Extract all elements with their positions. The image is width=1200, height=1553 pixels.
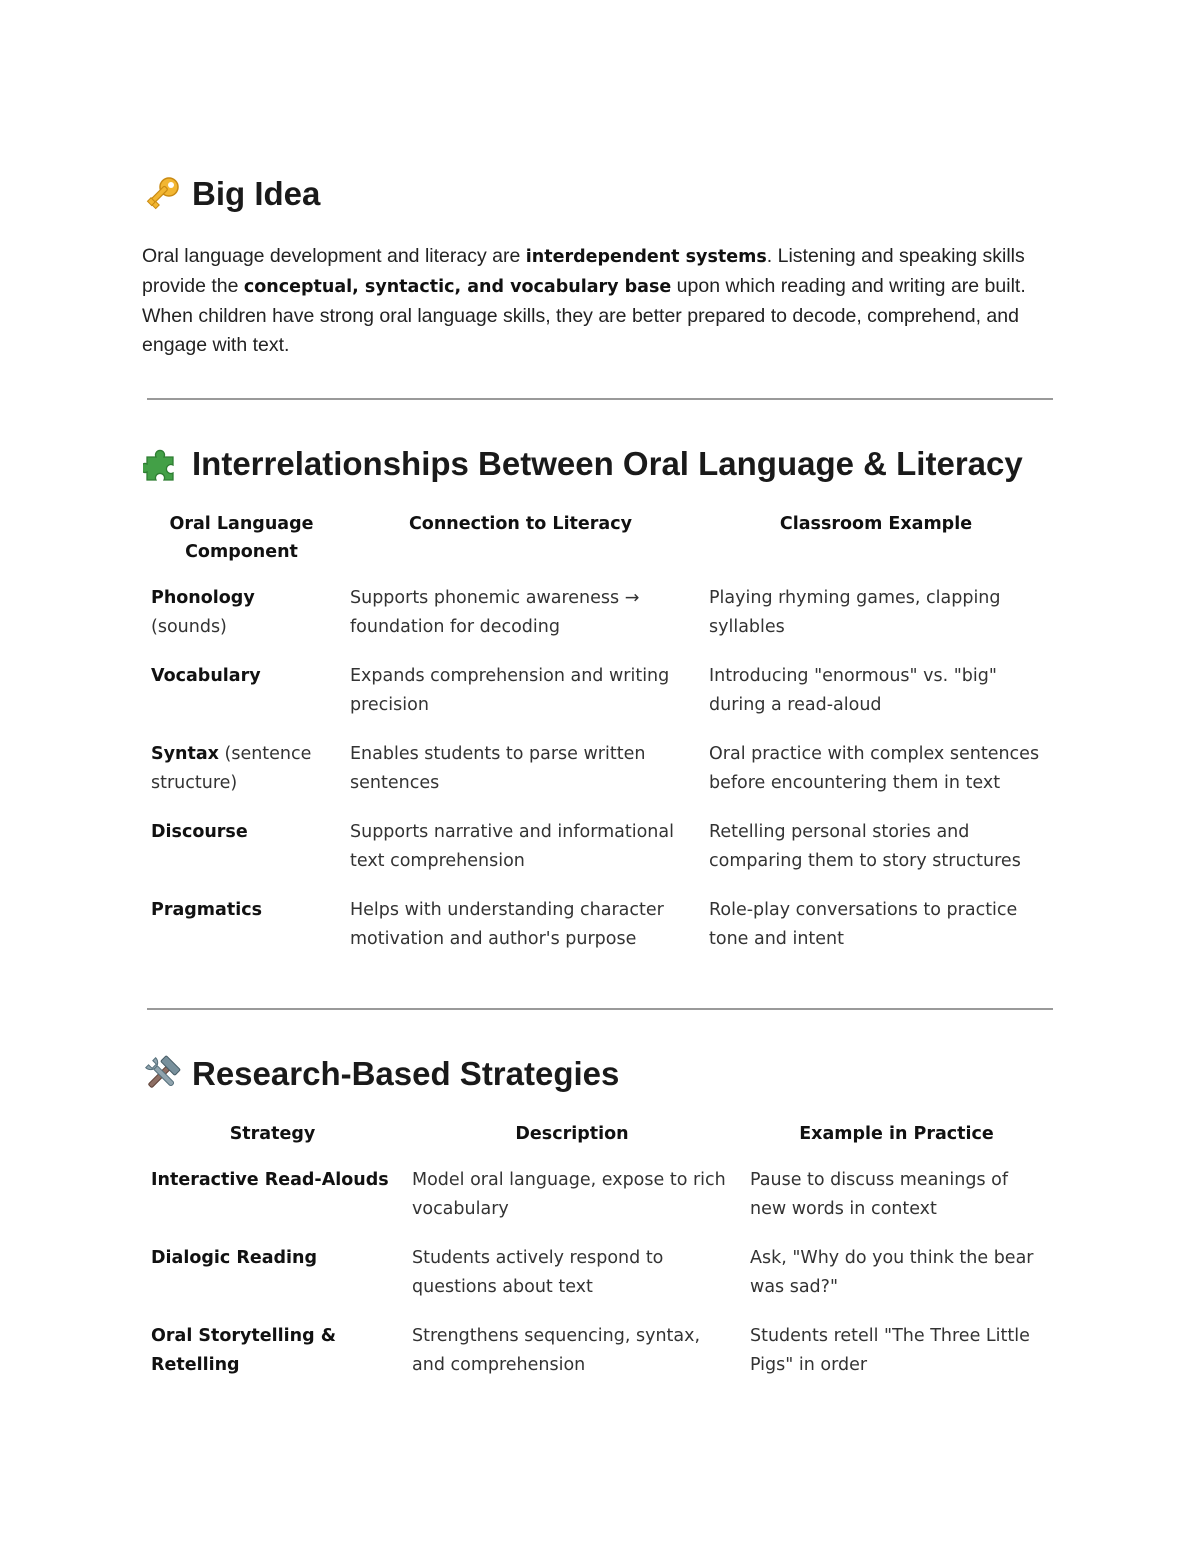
strategy-cell (142, 1244, 403, 1322)
big-idea-paragraph (142, 242, 1062, 360)
component-note: (sounds) (151, 617, 227, 637)
strategy-cell (142, 1166, 403, 1244)
puzzle-piece-icon (142, 444, 182, 484)
connection-cell: Expands comprehension and writing precision (350, 666, 670, 715)
description-cell: Model oral language, expose to rich vocabulary (412, 1170, 726, 1219)
big-idea-heading (142, 174, 320, 214)
example-cell: Playing rhyming games, clapping syllables (709, 588, 1001, 637)
table-row (142, 1166, 1052, 1244)
section-divider (147, 1008, 1053, 1010)
key-icon (142, 174, 182, 214)
connection-cell: Supports narrative and informational text comprehension (350, 822, 674, 871)
section-divider (147, 398, 1053, 400)
component-name: Pragmatics (151, 900, 262, 920)
interrelationships-heading (142, 444, 1023, 484)
component-cell (142, 896, 341, 974)
strategy-cell (142, 1322, 403, 1400)
example-cell: Introducing "enormous" vs. "big" during a read-aloud (709, 666, 997, 715)
paragraph-text: Oral language development and literacy are (142, 245, 526, 267)
paragraph-text: upon which reading and writing are built. When children have strong oral language skills, they are better prepared to decode, comprehend, and engage with text. (142, 275, 1026, 356)
column-header: Oral Language Component (169, 514, 314, 562)
description-cell: Students actively respond to questions about text (412, 1248, 664, 1297)
table-row (142, 662, 1052, 740)
component-note: (sentence structure) (151, 744, 312, 793)
column-header: Classroom Example (779, 514, 973, 534)
strategy-name: Oral Storytelling & Retelling (151, 1326, 337, 1375)
example-cell: Retelling personal stories and comparing them to story structures (709, 822, 1021, 871)
component-cell (142, 584, 341, 662)
description-cell: Strengthens sequencing, syntax, and comprehension (412, 1326, 701, 1375)
component-cell (142, 740, 341, 818)
table-header-row (142, 1116, 1052, 1166)
paragraph-text: . Listening and speaking skills provide the (142, 245, 1025, 297)
strategy-name: Interactive Read-Alouds (151, 1170, 389, 1190)
example-cell: Students retell "The Three Little Pigs" in order (750, 1326, 1030, 1375)
column-header: Description (515, 1124, 629, 1144)
interrelationships-table (142, 506, 1052, 974)
table-row (142, 818, 1052, 896)
example-cell: Pause to discuss meanings of new words in context (750, 1170, 1008, 1219)
connection-cell: Helps with understanding character motivation and author's purpose (350, 900, 664, 949)
emphasis-text: conceptual, syntactic, and vocabulary base (243, 277, 672, 297)
big-idea-title: Big Idea (192, 175, 321, 212)
table-row (142, 1244, 1052, 1322)
column-header: Example in Practice (799, 1124, 994, 1144)
component-cell (142, 662, 341, 740)
component-name: Phonology (151, 588, 255, 608)
interrelationships-title: Interrelationships Between Oral Language & Literacy (192, 445, 1023, 482)
table-row (142, 740, 1052, 818)
column-header: Strategy (229, 1124, 316, 1144)
connection-cell: Supports phonemic awareness → foundation for decoding (350, 588, 640, 637)
strategy-name: Dialogic Reading (151, 1248, 318, 1268)
strategies-heading (142, 1054, 619, 1094)
table-row (142, 896, 1052, 974)
strategies-title: Research-Based Strategies (192, 1055, 620, 1092)
table-row (142, 584, 1052, 662)
example-cell: Role-play conversations to practice tone and intent (709, 900, 1018, 949)
component-cell (142, 818, 341, 896)
component-name: Syntax (151, 744, 219, 764)
example-cell: Ask, "Why do you think the bear was sad?" (750, 1248, 1034, 1297)
component-name: Vocabulary (151, 666, 261, 686)
example-cell: Oral practice with complex sentences before encountering them in text (709, 744, 1040, 793)
table-row (142, 1322, 1052, 1400)
table-header-row (142, 506, 1052, 584)
column-header: Connection to Literacy (408, 514, 633, 534)
connection-cell: Enables students to parse written sentences (350, 744, 646, 793)
hammer-and-wrench-icon (142, 1054, 182, 1094)
component-name: Discourse (151, 822, 248, 842)
emphasis-text: interdependent systems (525, 247, 767, 267)
strategies-table (142, 1116, 1052, 1400)
